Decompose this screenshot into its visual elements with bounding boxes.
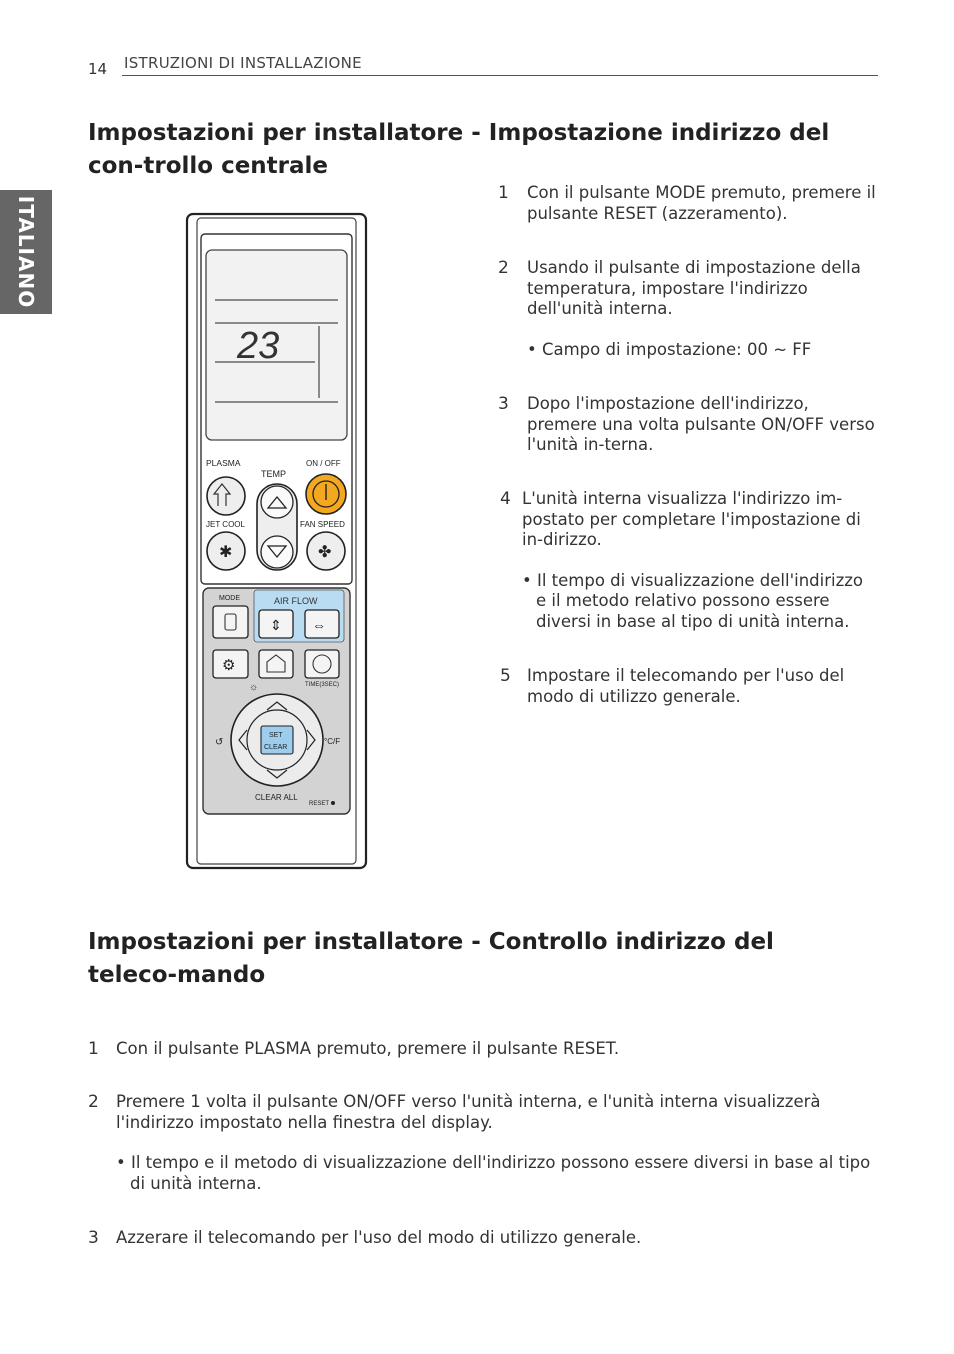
step-number: 4: [500, 489, 511, 509]
step-text: Con il pulsante MODE premuto, premere il pulsante RESET (azzeramento).: [527, 183, 876, 223]
gear-icon: ⚙: [222, 657, 236, 674]
step-number: 2: [498, 258, 509, 278]
mode-button[interactable]: [213, 606, 248, 638]
on-off-label: ON / OFF: [306, 459, 341, 468]
step-text: Azzerare il telecomando per l'uso del modo di utilizzo generale.: [116, 1228, 642, 1247]
temp-down-button[interactable]: [261, 536, 293, 568]
temp-check-button[interactable]: [259, 650, 293, 678]
updown-arrow-icon: ⇕: [270, 617, 282, 633]
step-number: 1: [88, 1039, 99, 1059]
s1-step-1: [498, 183, 878, 224]
cf-label: °C/F: [324, 737, 341, 746]
s1-step-3: [498, 394, 878, 456]
step-number: 5: [500, 666, 511, 686]
step-text: Dopo l'impostazione dell'indirizzo, premere una volta pulsante ON/OFF verso l'unità in-terna.: [527, 394, 875, 455]
jet-cool-label: JET COOL: [206, 520, 245, 529]
section2-heading: Impostazioni per installatore - Controllo indirizzo del teleco-mando: [88, 929, 774, 988]
reset-label: RESET: [309, 801, 330, 807]
section1-heading: Impostazioni per installatore - Impostazione indirizzo del con-trollo centrale: [88, 120, 830, 179]
step-bullet: • Il tempo e il metodo di visualizzazione dell'indirizzo possono essere diversi in base al tipo di unità interna.: [116, 1153, 871, 1193]
header-rule: [122, 75, 878, 76]
step-text: L'unità interna visualizza l'indirizzo im-postato per completare l'impostazione di in-dirizzo.: [522, 489, 861, 550]
clear-label: CLEAR: [264, 744, 288, 751]
reset-button[interactable]: [331, 801, 335, 805]
leftright-arrow-icon: ⇔: [312, 617, 326, 633]
section2-title: [88, 926, 868, 992]
step-number: 3: [498, 394, 509, 414]
running-header: ISTRUZIONI DI INSTALLAZIONE: [124, 54, 362, 72]
temp-label: TEMP: [261, 469, 287, 479]
remote-control-illustration: [185, 212, 369, 872]
plasma-label: PLASMA: [206, 458, 241, 468]
step-bullet: • Campo di impostazione: 00 ~ FF: [527, 339, 812, 359]
airflow-label: AIR FLOW: [274, 596, 318, 606]
step-text: Con il pulsante PLASMA premuto, premere il pulsante RESET.: [116, 1039, 620, 1058]
snowflake-icon: ✱: [219, 544, 233, 561]
step-text: Usando il pulsante di impostazione della temperatura, impostare l'indirizzo dell'unità interna.: [527, 258, 861, 319]
step-bullet: • Il tempo di visualizzazione dell'indirizzo e il metodo relativo possono essere diversi in base al tipo di unità interna.: [522, 570, 864, 631]
s2-step-2: [88, 1092, 878, 1194]
fan-icon: ✤: [318, 544, 332, 561]
light-icon: ☼: [249, 682, 259, 693]
time-label: TIME(3SEC): [305, 682, 340, 688]
language-tab-label: ITALIANO: [14, 195, 38, 309]
swing-icon: ↺: [215, 737, 224, 748]
step-number: 3: [88, 1228, 99, 1248]
lcd-value: 23: [237, 325, 280, 367]
set-label: SET: [269, 732, 283, 739]
section1-title: [88, 117, 868, 183]
step-number: 1: [498, 183, 509, 203]
s2-step-3: [88, 1228, 878, 1249]
language-tab: [0, 190, 52, 314]
step-text: Impostare il telecomando per l'uso del modo di utilizzo generale.: [527, 666, 845, 706]
s1-step-4: [498, 489, 878, 633]
page-number: 14: [88, 60, 108, 78]
clear-all-label: CLEAR ALL: [255, 793, 298, 802]
fan-speed-label: FAN SPEED: [300, 520, 345, 529]
s2-step-1: [88, 1039, 878, 1060]
s1-step-2: [498, 258, 878, 360]
mode-label: MODE: [219, 595, 240, 602]
temp-up-button[interactable]: [261, 486, 293, 518]
s1-step-5: [498, 666, 878, 707]
timer-button[interactable]: [305, 650, 339, 678]
step-number: 2: [88, 1092, 99, 1112]
step-text: Premere 1 volta il pulsante ON/OFF verso l'unità interna, e l'unità interna visualizzerà l'indirizzo impostato nella finestra del display.: [116, 1092, 821, 1132]
